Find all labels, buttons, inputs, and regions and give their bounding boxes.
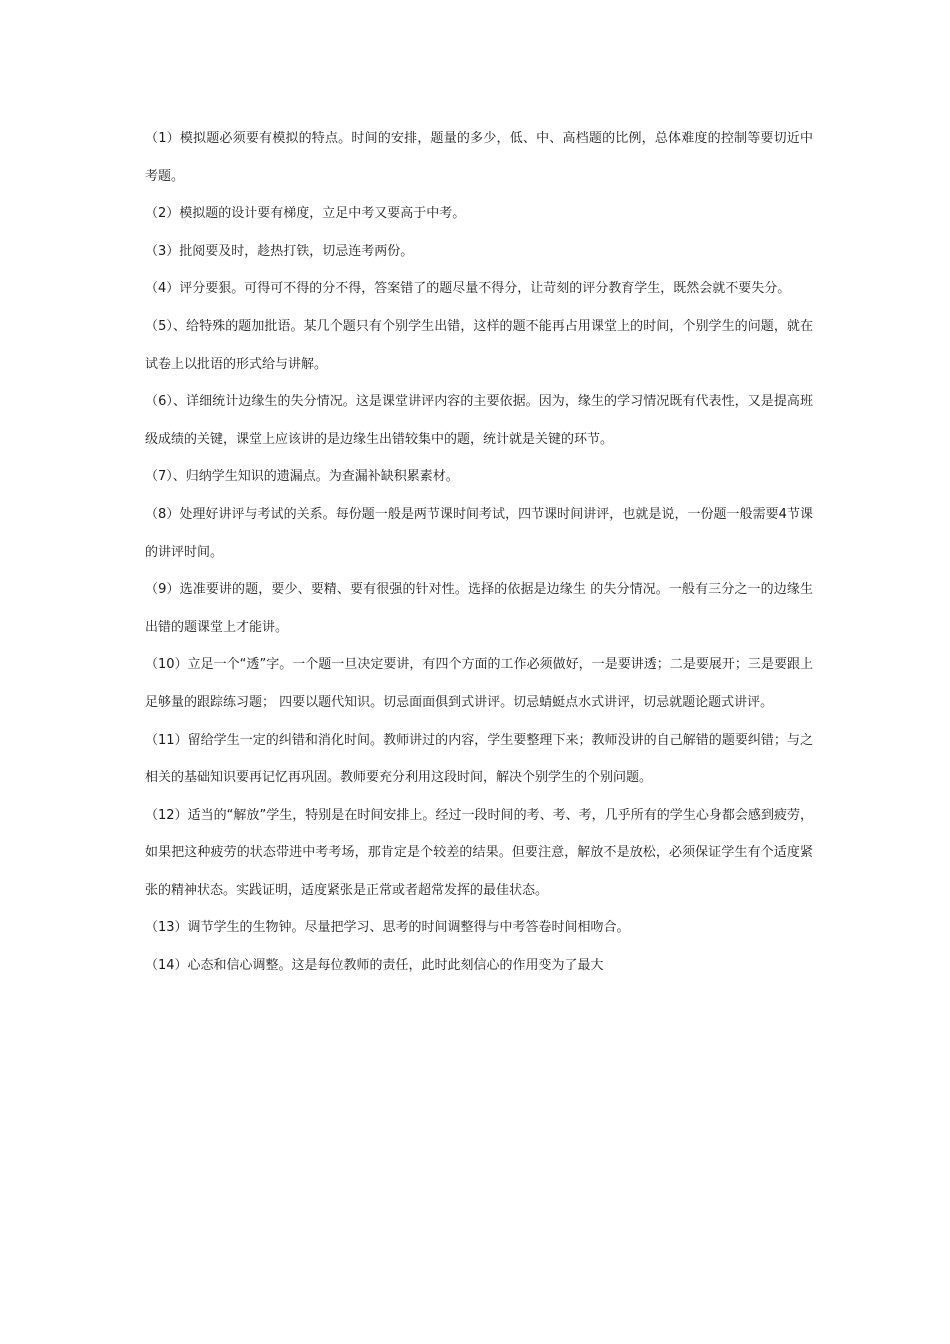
paragraph-3: （3）批阅要及时，趁热打铁，切忌连考两份。 bbox=[145, 243, 414, 259]
paragraph-6: （6）、详细统计边缘生的失分情况。这是课堂讲评内容的主要依据。因为，缘生的学习情况既有代表性，又是提高班级成绩的关键，课堂上应该讲的是边缘生出错较集中的题，统计就是关键的环节。 bbox=[145, 394, 813, 447]
paragraph-2: （2）模拟题的设计要有梯度，立足中考又要高于中考。 bbox=[145, 206, 466, 222]
paragraph-10: （10）立足一个“透”字。一个题一旦决定要讲，有四个方面的工作必须做好，一是要讲透；二是要展开；三是要跟上足够量的跟踪练习题； 四要以题代知识。切忌面面俱到式讲评。切忌蜻蜓点水式讲评，切忌就题论题式讲评。 bbox=[145, 657, 813, 710]
paragraph-14: （14）心态和信心调整。这是每位教师的责任，此时此刻信心的作用变为了最大 bbox=[145, 958, 604, 974]
paragraph-13: （13）调节学生的生物钟。尽量把学习、思考的时间调整得与中考答卷时间相吻合。 bbox=[145, 920, 630, 936]
paragraph-5: （5）、给特殊的题加批语。某几个题只有个别学生出错，这样的题不能再占用课堂上的时间，个别学生的问题，就在试卷上以批语的形式给与讲解。 bbox=[145, 318, 813, 372]
paragraph-12: （12）适当的“解放”学生，特别是在时间安排上。经过一段时间的考、考、考，几乎所有的学生心身都会感到疲劳，如果把这种疲劳的状态带进中考考场，那肯定是个较差的结果。但要注意，解放不是放松，必须保证学生有个适度紧张的精神状态。实践证明，适度紧张是正常或者超常发挥的最佳状态。 bbox=[145, 807, 813, 898]
paragraph-11: （11）留给学生一定的纠错和消化时间。教师讲过的内容，学生要整理下来；教师没讲的自己解错的题要纠错；与之相关的基础知识要再记忆再巩固。教师要充分利用这段时间，解决个别学生的个别问题。 bbox=[145, 732, 813, 786]
paragraph-4: （4）评分要狠。可得可不得的分不得，答案错了的题尽量不得分，让苛刻的评分教育学生，既然会就不要失分。 bbox=[145, 281, 791, 297]
paragraph-1: （1）模拟题必须要有模拟的特点。时间的安排，题量的多少，低、中、高档题的比例，总体难度的控制等要切近中考题。 bbox=[145, 131, 813, 184]
paragraph-7: （7）、归纳学生知识的遗漏点。为查漏补缺积累素材。 bbox=[145, 469, 459, 485]
paragraph-8: （8）处理好讲评与考试的关系。每份题一般是两节课时间考试，四节课时间讲评，也就是说，一份题一般需要4节课的讲评时间。 bbox=[145, 506, 813, 560]
document-body bbox=[145, 120, 813, 985]
paragraph-9: （9）选准要讲的题，要少、要精、要有很强的针对性。选择的依据是边缘生 的失分情况。一般有三分之一的边缘生出错的题课堂上才能讲。 bbox=[145, 582, 813, 635]
